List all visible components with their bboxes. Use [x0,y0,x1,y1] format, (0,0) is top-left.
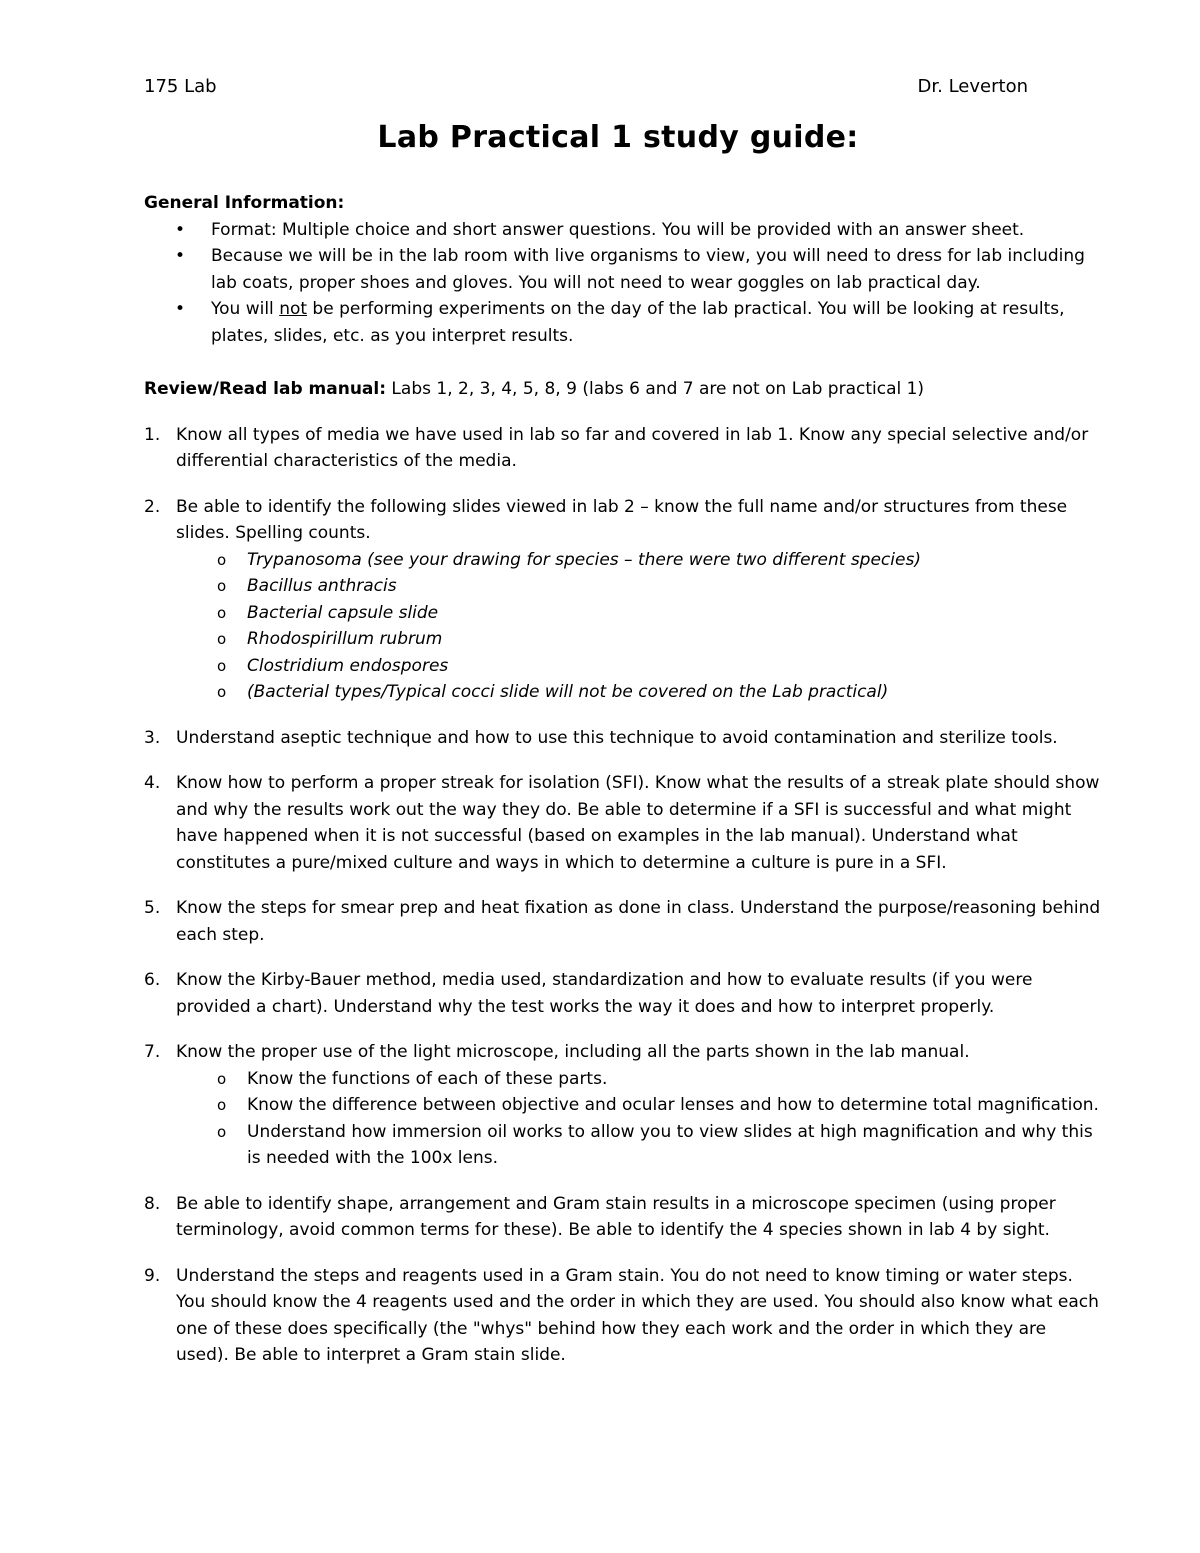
item-text: Know how to perform a proper streak for isolation (SFI). Know what the results of a streak plate should show and why the results work out the way they do. Be able to determine if a SFI is successful and what might have happened when it is not successful (based on examples in the lab manual). Understand what constitutes a pure/mixed culture and ways in which to determine a culture is pure in a SFI. [176,773,1100,873]
bullet-text: Format: Multiple choice and short answer questions. You will be provided with an answer sheet. [211,219,1025,240]
review-text: Labs 1, 2, 3, 4, 5, 8, 9 (labs 6 and 7 are not on Lab practical 1) [386,379,925,399]
circle-bullet-icon: o [217,603,227,622]
list-item [144,296,1104,349]
study-item [144,725,1104,752]
item-text: Know the proper use of the light microscope, including all the parts shown in the lab manual. [176,1042,970,1062]
item-text: Be able to identify the following slides viewed in lab 2 – know the full name and/or structures from these slides. Spelling counts. [176,496,1068,543]
sub-list-item [176,1066,1104,1093]
sub-list-item [176,653,1104,680]
circle-bullet-icon: o [217,577,227,595]
item-text: Understand aseptic technique and how to use this technique to avoid contamination and sterilize tools. [176,727,1058,748]
item-number: 5. [144,898,161,918]
sub-list [176,547,1104,706]
sub-list [176,1066,1104,1172]
item-text: Know the Kirby-Bauer method, media used, standardization and how to evaluate results (if you were provided a chart). Understand why the test works the way it does and how to interpret properly. [176,970,1033,1017]
general-info-list [144,217,1104,350]
circle-bullet-icon: o [217,1096,227,1114]
study-item [144,1039,1104,1172]
sub-item-text: Know the difference between objective and ocular lenses and how to determine total magnification. [247,1095,1099,1115]
item-text: Know all types of media we have used in lab so far and covered in lab 1. Know any special selective and/or differential characteristics of the media. [176,424,1089,471]
sub-list-item [176,679,1104,706]
item-number: 2. [144,496,161,517]
document-body [144,190,1104,1369]
page-title: Lab Practical 1 study guide: [377,120,859,155]
item-number: 6. [144,970,161,990]
bullet-text: Because we will be in the lab room with live organisms to view, you will need to dress for lab including lab coats, proper shoes and gloves. You will not need to wear goggles on lab practical day. [211,246,1085,293]
study-item [144,1191,1104,1244]
circle-bullet-icon: o [217,1069,227,1088]
circle-bullet-icon: o [217,550,227,569]
study-item [144,770,1104,876]
item-number: 4. [144,773,161,793]
item-number: 1. [144,424,161,445]
circle-bullet-icon: o [217,630,227,648]
circle-bullet-icon: o [217,1122,227,1141]
study-item [144,895,1104,948]
sub-list-item [176,1119,1104,1172]
bullet-text-pre: You will [211,299,280,319]
sub-list-item [176,600,1104,627]
sub-list-item [176,573,1104,600]
bullet-icon: • [175,246,186,266]
item-number: 7. [144,1042,161,1062]
sub-item-text: Understand how immersion oil works to allow you to view slides at high magnification and why this is needed with the 100x lens. [247,1121,1093,1168]
sub-list-item [176,626,1104,653]
bullet-icon: • [175,299,186,319]
sub-item-text: Rhodospirillum rubrum [247,629,443,649]
study-item [144,422,1104,475]
circle-bullet-icon: o [217,683,227,701]
sub-list-item [176,547,1104,574]
sub-item-text: (Bacterial types/Typical cocci slide will not be covered on the Lab practical) [247,682,889,702]
item-text: Understand the steps and reagents used in a Gram stain. You do not need to know timing or water steps. You should know the 4 reagents used and the order in which they are used. You should also know what each one of these does specifically (the "whys" behind how they each work and the order in which they are used). Be able to interpret a Gram stain slide. [176,1265,1099,1365]
item-number: 9. [144,1265,161,1286]
sub-list-item [176,1092,1104,1119]
item-text: Know the steps for smear prep and heat fixation as done in class. Understand the purpose/reasoning behind each step. [176,898,1101,945]
study-item [144,494,1104,706]
study-items-list [144,422,1104,1369]
sub-item-text: Bacillus anthracis [247,576,397,596]
bullet-text-post: be performing experiments on the day of the lab practical. You will be looking at results, plates, slides, etc. as you interpret results. [211,299,1065,346]
review-label: Review/Read lab manual: [144,379,387,399]
study-item [144,1263,1104,1369]
sub-item-text: Bacterial capsule slide [247,602,439,623]
item-number: 3. [144,727,161,748]
sub-item-text: Trypanosoma (see your drawing for species – there were two different species) [247,549,921,570]
item-number: 8. [144,1193,161,1214]
list-item [144,243,1104,296]
bullet-icon: • [175,219,186,240]
list-item [144,217,1104,244]
course-label: 175 Lab [144,76,217,97]
item-text: Be able to identify shape, arrangement and Gram stain results in a microscope specimen (using proper terminology, avoid common terms for these). Be able to identify the 4 species shown in lab 4 by sight. [176,1193,1056,1240]
review-line [144,376,1104,403]
circle-bullet-icon: o [217,656,227,675]
general-info-heading: General Information: [144,193,345,213]
sub-item-text: Clostridium endospores [247,655,449,676]
bullet-text-underlined: not [279,299,308,319]
sub-item-text: Know the functions of each of these parts. [247,1068,608,1089]
study-item [144,967,1104,1020]
instructor-name: Dr. Leverton [917,76,1028,97]
